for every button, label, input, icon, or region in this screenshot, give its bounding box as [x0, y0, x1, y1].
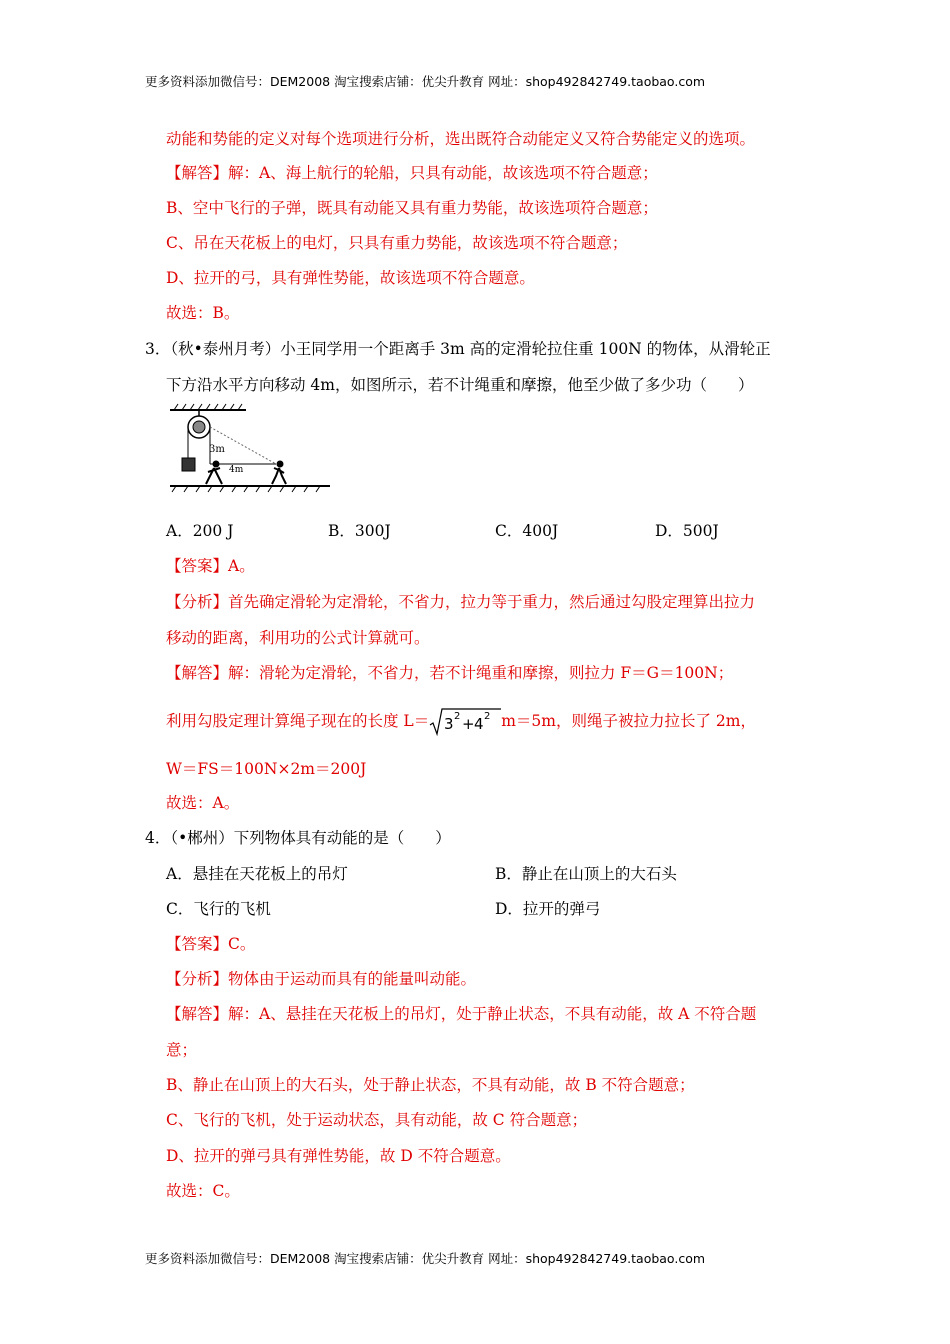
q4-solution-line1: 【解答】解：A、悬挂在天花板上的吊灯，处于静止状态，不具有动能，故 A 不符合题 [166, 1005, 757, 1023]
q4-analysis: 【分析】物体由于运动而具有的能量叫动能。 [166, 970, 477, 988]
q2-choice: 故选：B。 [166, 304, 240, 322]
sqrt-exp-a: 2 [454, 711, 461, 722]
q3-option-a: A．200 J [166, 522, 234, 540]
q2-option-c: C、吊在天花板上的电灯，只具有重力势能，故该选项不符合题意； [166, 234, 628, 252]
label-4m: 4m [229, 465, 244, 475]
label-3m: 3m [209, 444, 225, 455]
q4-answer: 【答案】C。 [166, 935, 256, 953]
q3-stem-line2: 下方沿水平方向移动 4m，如图所示，若不计绳重和摩擦，他至少做了多少功（ ） [166, 376, 754, 394]
q3-analysis-line1: 【分析】首先确定滑轮为定滑轮，不省力，拉力等于重力，然后通过勾股定理算出拉力 [166, 593, 756, 611]
q4-option-b-explain: B、静止在山顶上的大石头，处于静止状态，不具有动能，故 B 不符合题意； [166, 1076, 695, 1094]
sqrt-exp-b: 2 [484, 711, 491, 722]
page-header: 更多资料添加微信号：DEM2008 淘宝搜索店铺：优尖升教育 网址：shop492842749.taobao.com [145, 74, 706, 89]
q3-solution-line1: 【解答】解：滑轮为定滑轮，不省力，若不计绳重和摩擦，则拉力 F＝G＝100N； [166, 664, 734, 682]
q3-solution-line3: W＝FS＝100N×2m＝200J [166, 760, 367, 778]
q4-option-b: B．静止在山顶上的大石头 [495, 865, 677, 883]
weight-block [182, 458, 195, 471]
q2-option-d: D、拉开的弓，具有弹性势能，故该选项不符合题意。 [166, 269, 535, 287]
q3-option-b: B．300J [328, 522, 391, 540]
q3-answer: 【答案】A。 [166, 557, 255, 575]
sqrt-plus: + [462, 715, 475, 733]
q4-option-d-explain: D、拉开的弹弓具有弹性势能，故 D 不符合题意。 [166, 1147, 511, 1165]
solution2-post: m＝5m，则绳子被拉力拉长了 2m， [501, 712, 756, 730]
q2-option-b: B、空中飞行的子弹，既具有动能又具有重力势能，故该选项符合题意； [166, 199, 658, 217]
q4-choice: 故选：C。 [166, 1182, 240, 1200]
q4-option-c-explain: C、飞行的飞机，处于运动状态，具有动能，故 C 符合题意； [166, 1111, 588, 1129]
q3-choice: 故选：A。 [166, 794, 240, 812]
sqrt-base-b: 4 [474, 715, 484, 733]
pulley-hub [193, 421, 205, 433]
q4-option-a: A．悬挂在天花板上的吊灯 [166, 865, 348, 883]
pulley-figure [166, 402, 332, 494]
solution2-pre: 利用勾股定理计算绳子现在的长度 L＝ [166, 712, 430, 730]
q3-option-c: C．400J [495, 522, 559, 540]
q3-analysis-line2: 移动的距离，利用功的公式计算就可。 [166, 629, 430, 647]
q4-option-d: D．拉开的弹弓 [495, 900, 601, 918]
q4-stem: 4．（•郴州）下列物体具有动能的是（ ） [145, 829, 451, 847]
q2-intro: 动能和势能的定义对每个选项进行分析，选出既符合动能定义又符合势能定义的选项。 [166, 130, 756, 148]
q4-solution-line1b: 意； [166, 1041, 198, 1059]
q2-solution: 【解答】解：A、海上航行的轮船，只具有动能，故该选项不符合题意； [166, 164, 658, 182]
q3-solution-line2 [166, 706, 756, 737]
q3-option-d: D．500J [655, 522, 719, 540]
sqrt-expression [429, 707, 501, 737]
sqrt-base-a: 3 [444, 715, 454, 733]
q3-stem-line1: 3．（秋•泰州月考）小王同学用一个距离手 3m 高的定滑轮拉住重 100N 的物体，从滑轮正 [145, 340, 771, 358]
q4-option-c: C．飞行的飞机 [166, 900, 271, 918]
page-footer: 更多资料添加微信号：DEM2008 淘宝搜索店铺：优尖升教育 网址：shop492842749.taobao.com [145, 1251, 706, 1266]
